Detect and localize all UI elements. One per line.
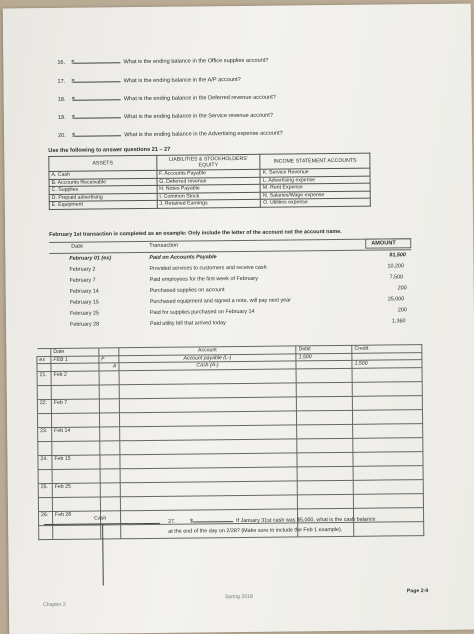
- row-date: Feb 25: [52, 482, 100, 497]
- journal-account-header: Account: [119, 346, 297, 355]
- answer-blank[interactable]: [193, 521, 233, 522]
- account-cell: N. Salaries/Wage expense: [260, 191, 370, 200]
- row-date: Feb 14: [52, 426, 100, 441]
- transaction-date: February 2: [69, 266, 96, 273]
- row-number: 21.: [37, 371, 51, 385]
- question-16: [57, 58, 268, 66]
- letter-cell[interactable]: [99, 398, 119, 412]
- answer-blank[interactable]: [75, 99, 121, 100]
- transaction-desc: Paid for supplies purchased on February 14: [149, 308, 255, 316]
- question-number: 20.: [58, 132, 66, 139]
- question-text: What is the ending balance in the Service revenue account?: [123, 112, 273, 121]
- credit-cell[interactable]: [352, 395, 422, 410]
- transaction-amount: 1,360: [392, 318, 406, 325]
- question-text: What is the ending balance in the Deferred revenue account?: [123, 94, 276, 103]
- debit-cell[interactable]: [297, 480, 353, 495]
- question-number: 19.: [57, 114, 66, 121]
- income-statement-header: INCOME STATEMENT ACCOUNTS: [260, 153, 370, 169]
- dollar-sign: $: [71, 59, 75, 66]
- row-date: Feb 7: [51, 398, 99, 413]
- transaction-amount: 10,200: [387, 263, 404, 270]
- transaction-date: February 25: [69, 310, 100, 317]
- transaction-desc: Purchased equipment and signed a note, will pay next year: [149, 297, 291, 305]
- journal-credit-header: Credit: [352, 345, 422, 353]
- credit-cell[interactable]: [353, 423, 423, 438]
- transaction-date: February 14: [69, 288, 99, 295]
- account-cell: H. Notes Payable: [157, 184, 261, 193]
- dollar-sign: $: [71, 96, 75, 103]
- dollar-sign: $: [71, 114, 76, 121]
- row-number: 24.: [38, 455, 52, 469]
- accounts-table: [48, 153, 371, 210]
- row-date: Feb 28: [52, 510, 100, 525]
- question-number: 18.: [57, 96, 66, 103]
- account-cell: I. Common Stock: [157, 192, 261, 201]
- answer-blank[interactable]: [74, 62, 120, 63]
- transaction-amount: 200: [397, 307, 407, 314]
- transaction-desc: Paid employees for the first week of February: [149, 275, 259, 283]
- transaction-date: February 01 (ex): [69, 255, 112, 262]
- question-text: What is the ending balance in the Advertising expense account?: [124, 130, 283, 139]
- account-cell: J. Retained Earnings: [157, 200, 261, 209]
- row-date: Feb 2: [51, 370, 99, 385]
- example-debit: 1,500: [296, 353, 352, 361]
- liabilities-header: LIABILITIES & STOCKHOLDERS' EQUITY: [156, 154, 260, 170]
- credit-cell[interactable]: [353, 479, 423, 494]
- credit-cell[interactable]: [352, 367, 422, 382]
- transactions-intro: February 1st transaction is completed as an example: Only include the letter of the account not the account name.: [49, 228, 342, 238]
- assets-header: ASSETS: [49, 155, 157, 171]
- question-27-continued: at the end of the day on 2/28? (Make sure to include the Feb 1 example).: [168, 526, 343, 535]
- question-number: 17.: [57, 78, 66, 85]
- question-text: What is the ending balance in the Office supplies account?: [123, 57, 269, 66]
- accounts-intro: Use the following to answer questions 21 – 27: [48, 146, 171, 154]
- example-date: FEB 1: [51, 355, 99, 363]
- answer-blank[interactable]: [75, 117, 121, 118]
- account-cell: A. Cash: [49, 170, 157, 179]
- transaction-desc: Purchased supplies on account: [149, 287, 225, 294]
- question-text: If January 31st cash was $5,000, what is the cash balance: [236, 516, 376, 525]
- worksheet-page: [3, 4, 474, 634]
- footer-page-number: Page 2-9: [406, 588, 429, 595]
- letter-cell[interactable]: [100, 482, 120, 496]
- footer-term: Spring 2018: [224, 593, 253, 601]
- footer-chapter: Chapter 2: [42, 601, 66, 609]
- account-cell: D. Prepaid advertising: [49, 193, 157, 202]
- transaction-header: Transaction: [149, 242, 179, 249]
- question-17: [57, 77, 240, 85]
- row-number: 25.: [38, 483, 52, 497]
- row-number: 23.: [38, 427, 52, 441]
- account-cell: L. Advertising expense: [260, 176, 370, 185]
- transaction-desc: Paid utility bill that arrived today: [150, 320, 226, 327]
- journal-date-header: Date: [51, 348, 99, 356]
- row-date: Feb 15: [52, 454, 100, 469]
- example-account: Account payable (L-): [119, 353, 297, 362]
- transaction-amount: 7,500: [389, 274, 404, 281]
- answer-blank[interactable]: [75, 135, 121, 136]
- debit-cell[interactable]: [297, 424, 353, 439]
- transactions-header-row: [49, 238, 411, 254]
- journal-debit-header: Debit: [296, 345, 352, 353]
- account-cell: G. Deferred revenue: [157, 177, 261, 186]
- account-cell: F. Accounts Payable: [157, 169, 261, 178]
- journal-table: [36, 344, 424, 540]
- example-label: ex: [37, 356, 51, 364]
- transaction-amount: 25,000: [387, 296, 405, 303]
- account-cell: O. Utilities expense: [261, 199, 371, 208]
- account-cell: C. Supplies: [49, 186, 157, 195]
- transaction-amount: 200: [397, 285, 407, 292]
- example-credit: 1,500: [352, 360, 422, 368]
- account-cell: B. Accounts Receivable: [49, 178, 157, 187]
- transaction-desc: Paid on Accounts Payable: [149, 254, 217, 261]
- row-number: 26.: [39, 511, 53, 525]
- account-cell: K. Service Revenue: [260, 168, 370, 177]
- row-number: 22.: [37, 399, 51, 413]
- transaction-desc: Provided services to customers and receive cash: [149, 264, 267, 272]
- credit-cell[interactable]: [353, 451, 423, 466]
- question-18: [58, 95, 276, 103]
- letter-cell[interactable]: [100, 454, 120, 468]
- letter-cell[interactable]: [99, 426, 119, 440]
- transaction-date: February 15: [69, 299, 99, 306]
- transactions-list: [49, 238, 420, 342]
- account-cell: M. Rent Expense: [260, 183, 370, 192]
- transaction-amount: $1,500: [389, 252, 406, 259]
- example-account: Cash (A-): [119, 361, 297, 370]
- question-20: [58, 131, 283, 139]
- transaction-date: February 28: [70, 321, 100, 328]
- question-number: 27.: [168, 518, 176, 525]
- question-text: What is the ending balance in the A/P account?: [123, 76, 241, 85]
- debit-cell[interactable]: [297, 396, 353, 411]
- debit-cell[interactable]: [297, 452, 353, 467]
- answer-blank[interactable]: [75, 81, 121, 82]
- question-19: [58, 113, 273, 121]
- t-account-title: Cash: [94, 515, 107, 522]
- dollar-sign: $: [72, 132, 76, 139]
- amount-header: AMOUNT: [371, 240, 396, 247]
- debit-cell[interactable]: [296, 368, 352, 383]
- account-cell: E. Equipment: [49, 201, 157, 210]
- letter-cell[interactable]: [99, 370, 119, 384]
- date-header: Date: [71, 243, 84, 250]
- transaction-date: February 7: [69, 277, 96, 284]
- example-letter: F: [99, 355, 119, 363]
- example-letter: A: [99, 363, 119, 371]
- question-number: 16.: [57, 59, 66, 66]
- dollar-sign: $: [71, 78, 75, 85]
- dollar-sign: $: [190, 518, 194, 525]
